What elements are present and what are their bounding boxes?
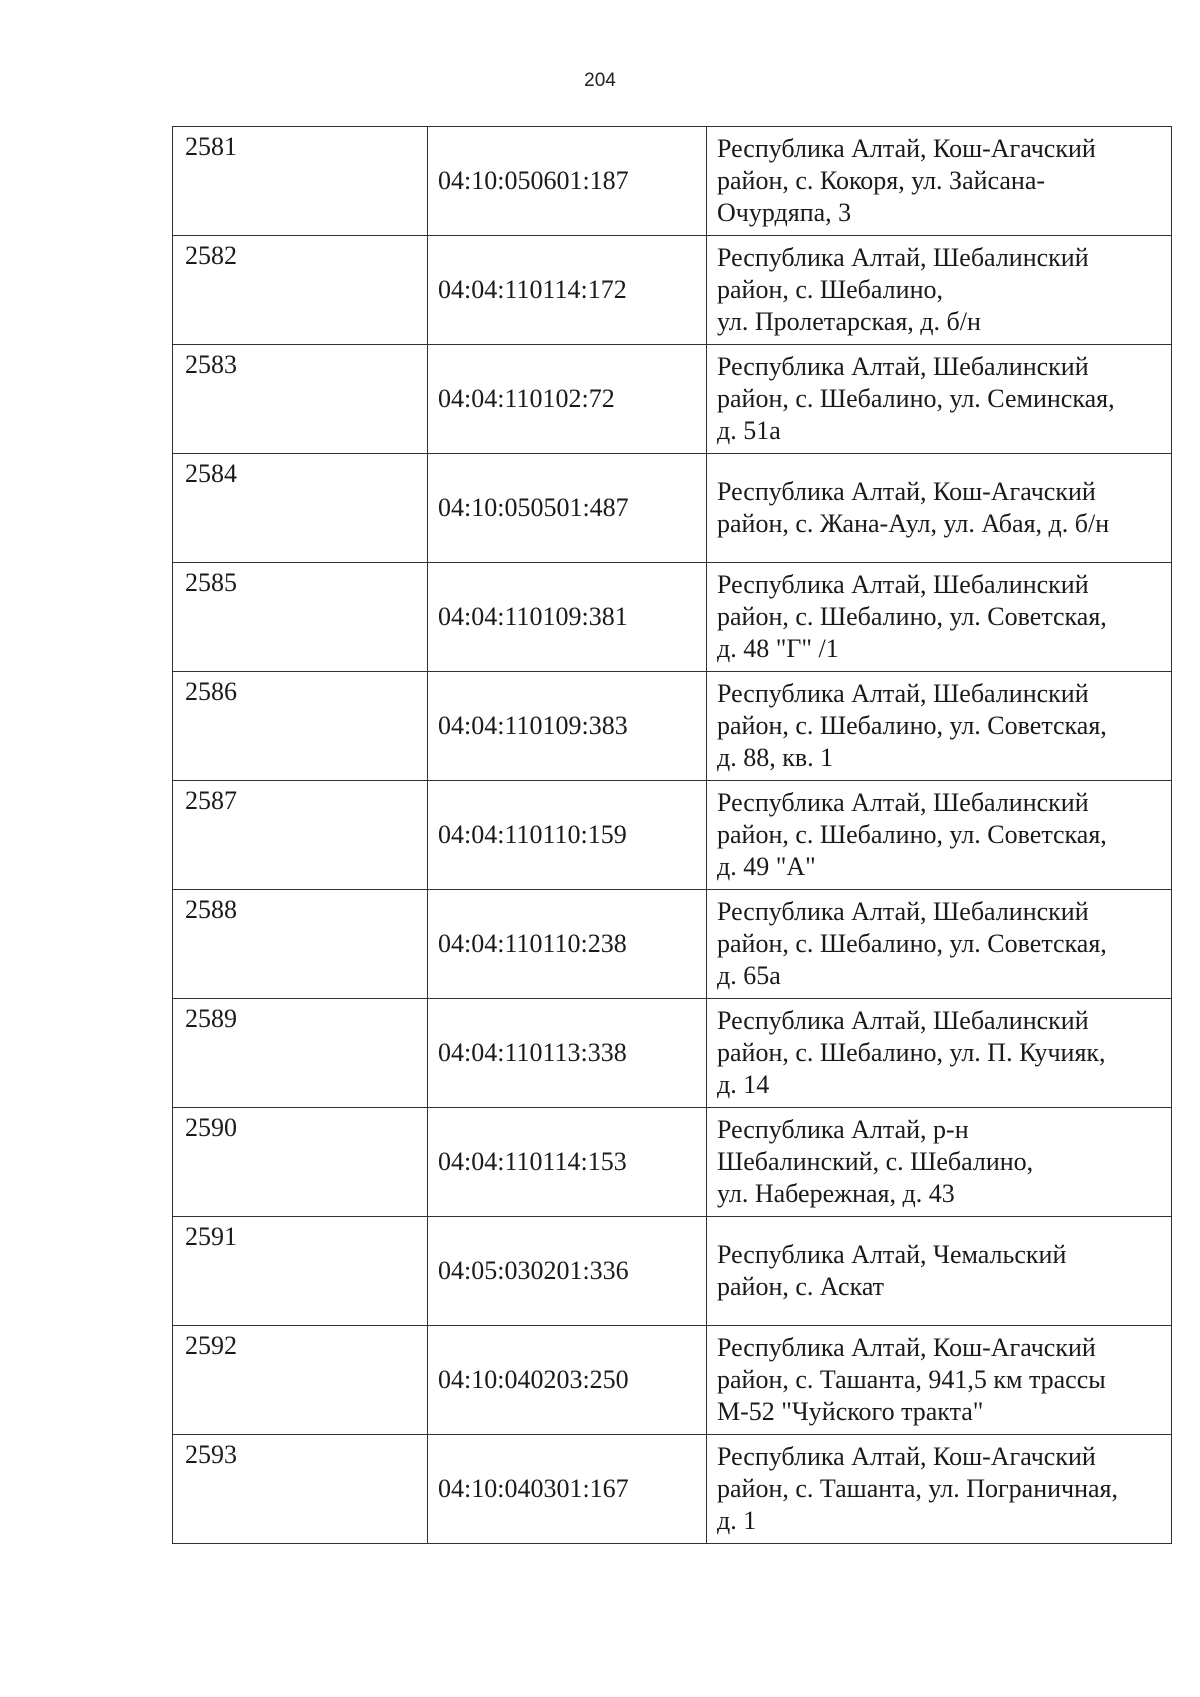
table-row (173, 890, 1172, 999)
cadastral-number-cell: 04:04:110109:383 (428, 672, 707, 781)
cadastral-number-cell: 04:05:030201:336 (428, 1217, 707, 1326)
cadastral-number-cell: 04:04:110102:72 (428, 345, 707, 454)
row-number-cell: 2586 (173, 672, 428, 781)
cadastral-number-cell: 04:04:110109:381 (428, 563, 707, 672)
registry-table (172, 126, 1172, 1544)
cadastral-number-cell: 04:10:040203:250 (428, 1326, 707, 1435)
table-row (173, 454, 1172, 563)
address-cell: Республика Алтай, Кош-Агачский район, с. Жана-Аул, ул. Абая, д. б/н (707, 454, 1172, 563)
page-number: 204 (584, 70, 616, 91)
row-number-cell: 2585 (173, 563, 428, 672)
cadastral-number-cell: 04:10:050501:487 (428, 454, 707, 563)
row-number-cell: 2589 (173, 999, 428, 1108)
table-row (173, 1326, 1172, 1435)
cadastral-number-cell: 04:10:050601:187 (428, 127, 707, 236)
address-cell: Республика Алтай, Кош-Агачский район, с. Кокоря, ул. Зайсана- Очурдяпа, 3 (707, 127, 1172, 236)
registry-table-body (173, 127, 1172, 1544)
address-cell: Республика Алтай, Шебалинский район, с. Шебалино, ул. Советская, д. 88, кв. 1 (707, 672, 1172, 781)
cadastral-number-cell: 04:04:110110:238 (428, 890, 707, 999)
address-cell: Республика Алтай, Шебалинский район, с. Шебалино, ул. Советская, д. 65а (707, 890, 1172, 999)
row-number-cell: 2591 (173, 1217, 428, 1326)
table-row (173, 1435, 1172, 1544)
cadastral-number-cell: 04:04:110113:338 (428, 999, 707, 1108)
cadastral-number-cell: 04:04:110114:153 (428, 1108, 707, 1217)
table-row (173, 999, 1172, 1108)
cadastral-number-cell: 04:04:110114:172 (428, 236, 707, 345)
table-row (173, 127, 1172, 236)
table-row (173, 1217, 1172, 1326)
address-cell: Республика Алтай, Кош-Агачский район, с. Ташанта, 941,5 км трассы М-52 "Чуйского тракта" (707, 1326, 1172, 1435)
address-cell: Республика Алтай, Шебалинский район, с. Шебалино, ул. Семинская, д. 51а (707, 345, 1172, 454)
address-cell: Республика Алтай, Шебалинский район, с. Шебалино, ул. Пролетарская, д. б/н (707, 236, 1172, 345)
row-number-cell: 2592 (173, 1326, 428, 1435)
row-number-cell: 2590 (173, 1108, 428, 1217)
cadastral-number-cell: 04:10:040301:167 (428, 1435, 707, 1544)
row-number-cell: 2588 (173, 890, 428, 999)
table-row (173, 672, 1172, 781)
address-cell: Республика Алтай, Шебалинский район, с. Шебалино, ул. Советская, д. 48 "Г" /1 (707, 563, 1172, 672)
address-cell: Республика Алтай, р-н Шебалинский, с. Шебалино, ул. Набережная, д. 43 (707, 1108, 1172, 1217)
address-cell: Республика Алтай, Чемальский район, с. Аскат (707, 1217, 1172, 1326)
row-number-cell: 2582 (173, 236, 428, 345)
table-row (173, 236, 1172, 345)
row-number-cell: 2584 (173, 454, 428, 563)
table-row (173, 563, 1172, 672)
row-number-cell: 2581 (173, 127, 428, 236)
row-number-cell: 2583 (173, 345, 428, 454)
table-row (173, 1108, 1172, 1217)
address-cell: Республика Алтай, Шебалинский район, с. Шебалино, ул. Советская, д. 49 "А" (707, 781, 1172, 890)
row-number-cell: 2587 (173, 781, 428, 890)
table-row (173, 781, 1172, 890)
cadastral-number-cell: 04:04:110110:159 (428, 781, 707, 890)
row-number-cell: 2593 (173, 1435, 428, 1544)
address-cell: Республика Алтай, Шебалинский район, с. Шебалино, ул. П. Кучияк, д. 14 (707, 999, 1172, 1108)
address-cell: Республика Алтай, Кош-Агачский район, с. Ташанта, ул. Пограничная, д. 1 (707, 1435, 1172, 1544)
table-row (173, 345, 1172, 454)
